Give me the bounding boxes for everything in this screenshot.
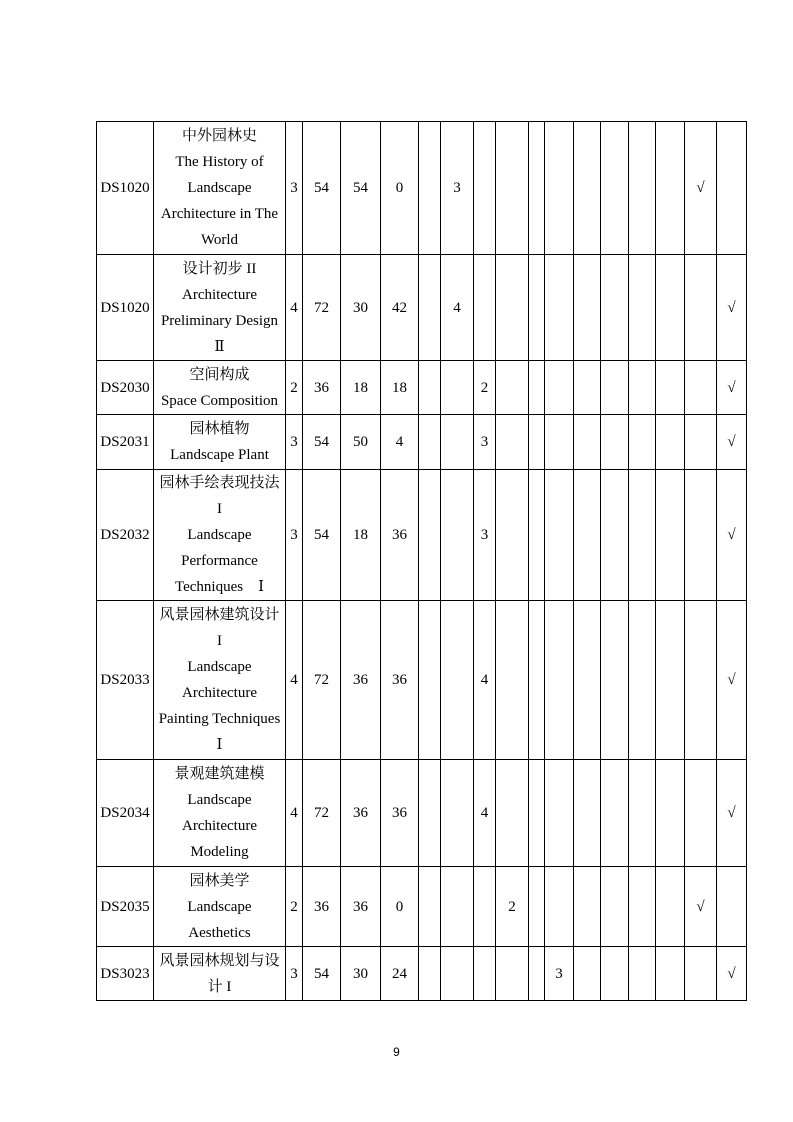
check-mark-cell: √: [685, 867, 717, 947]
empty-cell: [474, 947, 496, 1001]
lecture-hours-cell: 30: [341, 255, 381, 361]
empty-cell: [601, 122, 629, 255]
empty-cell: [496, 947, 529, 1001]
table-row: [97, 361, 747, 415]
course-name-cell: [154, 470, 286, 601]
course-name-line: Architecture: [182, 286, 257, 303]
empty-cell: [529, 601, 545, 760]
empty-cell: [529, 415, 545, 470]
total-hours-cell: 36: [303, 867, 341, 947]
semester-hours-cell: 3: [441, 122, 474, 255]
course-name-line: Techniques Ⅰ: [174, 579, 265, 595]
empty-cell: [629, 470, 656, 601]
credits-cell: 4: [286, 760, 303, 867]
check-mark-cell: √: [717, 947, 747, 1001]
course-name-cell: [154, 867, 286, 947]
empty-cell: [629, 122, 656, 255]
semester-hours-cell: 3: [545, 947, 574, 1001]
page-number: 9: [393, 1045, 400, 1059]
empty-cell: [656, 947, 685, 1001]
empty-cell: [529, 470, 545, 601]
empty-cell: [656, 415, 685, 470]
semester-hours-cell: 2: [474, 361, 496, 415]
empty-cell: [545, 867, 574, 947]
empty-cell: [574, 361, 601, 415]
course-name-line: 风景园林建筑设计: [159, 607, 280, 623]
course-table: [96, 121, 747, 1001]
empty-cell: [574, 470, 601, 601]
empty-cell: [656, 867, 685, 947]
semester-hours-cell: 3: [474, 470, 496, 601]
empty-cell: [441, 867, 474, 947]
empty-cell: [685, 415, 717, 470]
empty-cell: [574, 867, 601, 947]
lecture-hours-cell: 18: [341, 470, 381, 601]
course-name-line: Space Composition: [160, 392, 279, 409]
credits-cell: 3: [286, 415, 303, 470]
empty-cell: [685, 947, 717, 1001]
empty-cell: [685, 255, 717, 361]
empty-cell: [656, 470, 685, 601]
check-mark-cell: √: [717, 255, 747, 361]
empty-cell: [629, 867, 656, 947]
table-row: [97, 470, 747, 601]
practice-hours-cell: 18: [381, 361, 419, 415]
empty-cell: [601, 867, 629, 947]
empty-cell: [601, 470, 629, 601]
empty-cell: [441, 415, 474, 470]
practice-hours-cell: 4: [381, 415, 419, 470]
empty-cell: [419, 867, 441, 947]
check-mark-cell: √: [685, 122, 717, 255]
course-name-line: 设计初步 II: [182, 260, 257, 277]
empty-cell: [574, 255, 601, 361]
course-name-cell: [154, 255, 286, 361]
empty-cell: [545, 361, 574, 415]
empty-cell: [496, 255, 529, 361]
empty-cell: [545, 601, 574, 760]
total-hours-cell: 54: [303, 415, 341, 470]
empty-cell: [601, 760, 629, 867]
course-code-cell: DS2035: [97, 867, 154, 947]
practice-hours-cell: 36: [381, 470, 419, 601]
course-name-line: 中外园林史: [181, 128, 257, 144]
lecture-hours-cell: 54: [341, 122, 381, 255]
practice-hours-cell: 36: [381, 760, 419, 867]
semester-hours-cell: 3: [474, 415, 496, 470]
course-code-cell: DS2033: [97, 601, 154, 760]
check-mark-cell: √: [717, 470, 747, 601]
empty-cell: [545, 415, 574, 470]
lecture-hours-cell: 50: [341, 415, 381, 470]
empty-cell: [496, 760, 529, 867]
empty-cell: [629, 361, 656, 415]
empty-cell: [474, 867, 496, 947]
course-name-line: Landscape Plant: [170, 447, 269, 463]
table-row: [97, 255, 747, 361]
course-name-line: Preliminary Design: [160, 312, 279, 329]
empty-cell: [441, 947, 474, 1001]
table-row: [97, 415, 747, 470]
course-name-line: 空间构成: [189, 366, 250, 383]
course-name-line: Landscape: [187, 659, 252, 675]
empty-cell: [629, 760, 656, 867]
empty-cell: [496, 122, 529, 255]
practice-hours-cell: 36: [381, 601, 419, 760]
table-row: [97, 867, 747, 947]
empty-cell: [529, 867, 545, 947]
course-code-cell: DS1020: [97, 255, 154, 361]
empty-cell: [601, 947, 629, 1001]
empty-cell: [601, 255, 629, 361]
empty-cell: [441, 361, 474, 415]
empty-cell: [574, 601, 601, 760]
empty-cell: [717, 122, 747, 255]
course-name-line: Landscape: [187, 898, 252, 915]
course-name-line: 园林植物: [189, 421, 250, 437]
total-hours-cell: 36: [303, 361, 341, 415]
semester-hours-cell: 2: [496, 867, 529, 947]
empty-cell: [574, 415, 601, 470]
course-name-cell: [154, 361, 286, 415]
empty-cell: [574, 760, 601, 867]
semester-hours-cell: 4: [441, 255, 474, 361]
empty-cell: [419, 255, 441, 361]
empty-cell: [545, 760, 574, 867]
total-hours-cell: 54: [303, 122, 341, 255]
lecture-hours-cell: 18: [341, 361, 381, 415]
course-name-line: Landscape: [187, 180, 252, 196]
empty-cell: [685, 470, 717, 601]
course-name-cell: [154, 122, 286, 255]
empty-cell: [717, 867, 747, 947]
course-name-line: Performance: [181, 553, 258, 569]
empty-cell: [441, 470, 474, 601]
empty-cell: [601, 415, 629, 470]
table-row: [97, 947, 747, 1001]
empty-cell: [529, 760, 545, 867]
empty-cell: [545, 470, 574, 601]
total-hours-cell: 72: [303, 601, 341, 760]
empty-cell: [496, 361, 529, 415]
course-name-line: Landscape: [187, 527, 252, 543]
empty-cell: [529, 122, 545, 255]
lecture-hours-cell: 36: [341, 760, 381, 867]
course-name-cell: [154, 760, 286, 867]
practice-hours-cell: 24: [381, 947, 419, 1001]
course-name-cell: [154, 947, 286, 1001]
course-code-cell: DS2031: [97, 415, 154, 470]
empty-cell: [496, 601, 529, 760]
empty-cell: [529, 255, 545, 361]
course-name-cell: [154, 415, 286, 470]
course-name-line: Landscape: [187, 792, 252, 808]
empty-cell: [419, 760, 441, 867]
empty-cell: [474, 255, 496, 361]
empty-cell: [685, 601, 717, 760]
lecture-hours-cell: 36: [341, 601, 381, 760]
course-name-line: Modeling: [190, 844, 249, 860]
empty-cell: [419, 361, 441, 415]
empty-cell: [629, 601, 656, 760]
practice-hours-cell: 0: [381, 867, 419, 947]
course-name-line: Ⅰ: [216, 737, 223, 753]
empty-cell: [574, 122, 601, 255]
credits-cell: 4: [286, 601, 303, 760]
course-name-line: 园林手绘表现技法: [159, 475, 280, 491]
course-name-line: 景观建筑建模: [174, 766, 265, 782]
empty-cell: [656, 255, 685, 361]
course-code-cell: DS2032: [97, 470, 154, 601]
credits-cell: 2: [286, 867, 303, 947]
table-row: [97, 122, 747, 255]
course-name-line: Ⅱ: [214, 338, 225, 355]
practice-hours-cell: 0: [381, 122, 419, 255]
empty-cell: [419, 415, 441, 470]
credits-cell: 2: [286, 361, 303, 415]
empty-cell: [656, 760, 685, 867]
total-hours-cell: 54: [303, 947, 341, 1001]
table-row: [97, 601, 747, 760]
empty-cell: [685, 361, 717, 415]
check-mark-cell: √: [717, 760, 747, 867]
empty-cell: [474, 122, 496, 255]
empty-cell: [419, 470, 441, 601]
course-name-line: 计 I: [207, 978, 232, 995]
empty-cell: [441, 601, 474, 760]
empty-cell: [656, 601, 685, 760]
course-name-line: 风景园林规划与设: [159, 952, 280, 969]
course-name-line: Painting Techniques: [158, 711, 281, 727]
course-name-cell: [154, 601, 286, 760]
credits-cell: 3: [286, 470, 303, 601]
lecture-hours-cell: 30: [341, 947, 381, 1001]
empty-cell: [529, 947, 545, 1001]
empty-cell: [629, 947, 656, 1001]
credits-cell: 4: [286, 255, 303, 361]
empty-cell: [685, 760, 717, 867]
empty-cell: [545, 255, 574, 361]
course-name-line: I: [217, 633, 222, 649]
empty-cell: [656, 361, 685, 415]
empty-cell: [496, 470, 529, 601]
course-name-line: I: [217, 501, 222, 517]
course-name-line: Architecture in The: [160, 206, 279, 222]
total-hours-cell: 72: [303, 255, 341, 361]
course-name-line: 园林美学: [189, 872, 250, 889]
semester-hours-cell: 4: [474, 760, 496, 867]
empty-cell: [545, 122, 574, 255]
empty-cell: [656, 122, 685, 255]
empty-cell: [441, 760, 474, 867]
check-mark-cell: √: [717, 415, 747, 470]
course-name-line: Architecture: [182, 685, 257, 701]
total-hours-cell: 72: [303, 760, 341, 867]
empty-cell: [601, 361, 629, 415]
total-hours-cell: 54: [303, 470, 341, 601]
table-row: [97, 760, 747, 867]
empty-cell: [419, 947, 441, 1001]
empty-cell: [529, 361, 545, 415]
credits-cell: 3: [286, 122, 303, 255]
empty-cell: [629, 415, 656, 470]
course-name-line: World: [200, 232, 239, 248]
empty-cell: [496, 415, 529, 470]
semester-hours-cell: 4: [474, 601, 496, 760]
empty-cell: [419, 601, 441, 760]
empty-cell: [601, 601, 629, 760]
course-code-cell: DS1020: [97, 122, 154, 255]
credits-cell: 3: [286, 947, 303, 1001]
check-mark-cell: √: [717, 601, 747, 760]
table-body: [97, 122, 747, 1001]
course-name-line: The History of: [175, 154, 264, 170]
course-code-cell: DS3023: [97, 947, 154, 1001]
empty-cell: [574, 947, 601, 1001]
course-name-line: Aesthetics: [188, 924, 251, 941]
practice-hours-cell: 42: [381, 255, 419, 361]
course-code-cell: DS2030: [97, 361, 154, 415]
course-name-line: Architecture: [182, 818, 257, 834]
empty-cell: [419, 122, 441, 255]
course-code-cell: DS2034: [97, 760, 154, 867]
lecture-hours-cell: 36: [341, 867, 381, 947]
empty-cell: [629, 255, 656, 361]
check-mark-cell: √: [717, 361, 747, 415]
